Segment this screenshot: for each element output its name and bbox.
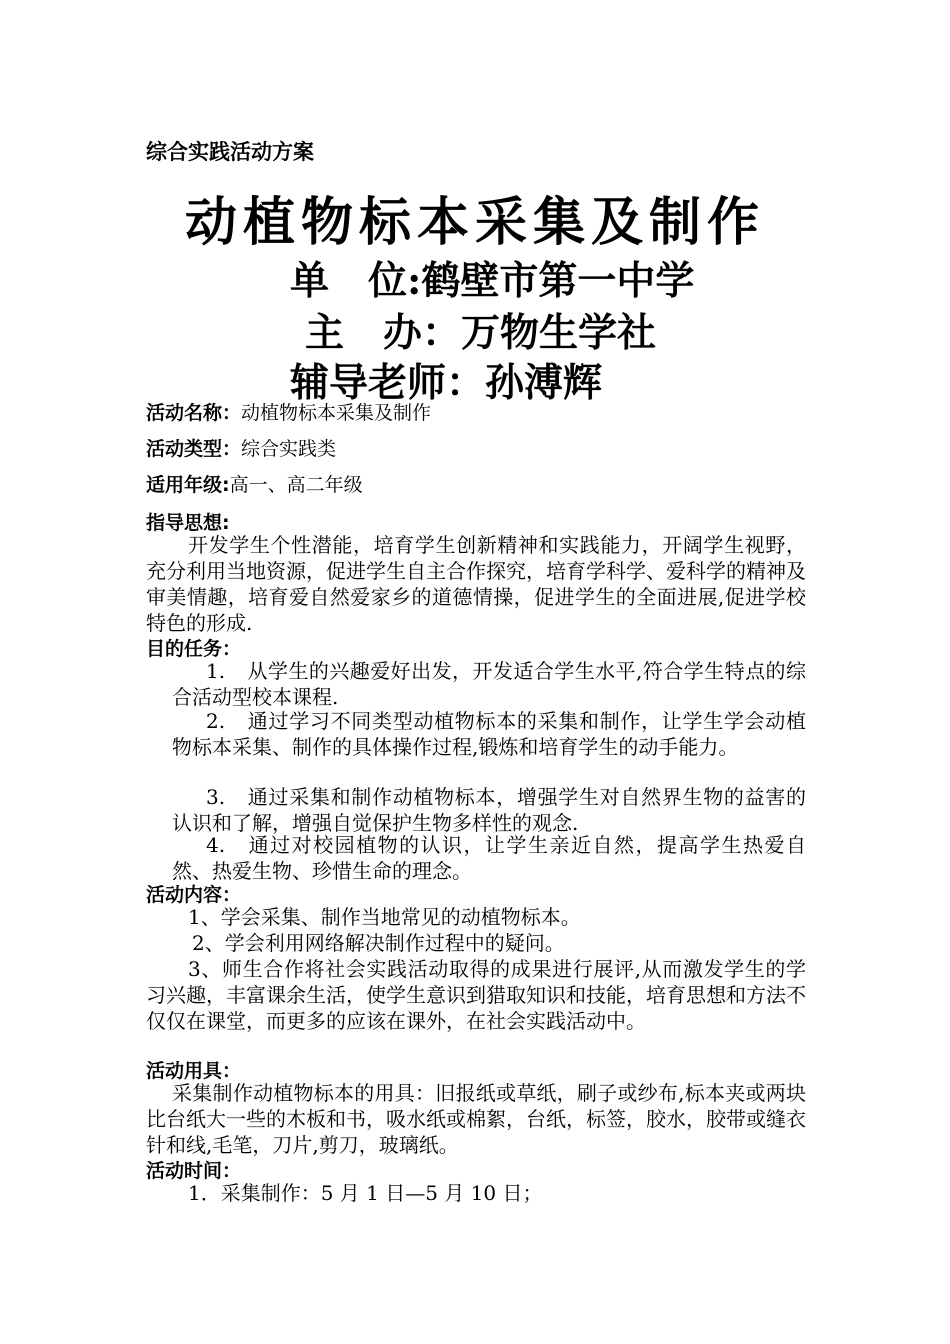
goal-item [172,708,806,760]
guiding-text: 开发学生个性潜能，培育学生创新精神和实践能力，开阔学生视野，充分利用当地资源，促进学生自主合作探究，培育学科学、爱科学的精神及审美情趣，培育爱自然爱家乡的道德情操，促进学生的全面进展,促进学校特色的形成. [146,533,806,635]
unit-line: 单 位:鹤壁市第一中学 [290,258,695,304]
advisor-line: 辅导老师：孙溥辉 [290,360,603,406]
activity-type-label: 活动类型： [146,438,242,460]
goal-text: 通过学习不同类型动植物标本的采集和制作，让学生学会动植物标本采集、制作的具体操作过程,锻炼和培育学生的动手能力。 [172,709,806,759]
activity-name-label: 活动名称： [146,402,242,424]
content-item: 2、学会利用网络解决制作过程中的疑问。 [192,931,565,955]
grade-label: 适用年级: [146,474,230,496]
goal-text: 通过采集和制作动植物标本，增强学生对自然界生物的益害的认识和了解，增强自觉保护生物多样性的观念. [172,785,806,835]
content-heading: 活动内容： [146,884,242,906]
content-item: 3、师生合作将社会实践活动取得的成果进行展评,从而激发学生的学习兴趣，丰富课余生活，使学生意识到猎取知识和技能，培育思想和方法不仅仅在课堂，而更多的应该在课外，在社会实践活动中。 [146,957,806,1033]
activity-name-value: 动植物标本采集及制作 [241,402,432,424]
tools-heading: 活动用具： [146,1060,242,1082]
time-item: 1．采集制作：5 月 1 日—5 月 10 日； [188,1181,543,1205]
activity-name-row [146,398,431,425]
goal-item [172,784,806,836]
time-heading: 活动时间： [146,1160,242,1182]
document-title: 动植物标本采集及制作 [184,192,765,253]
tools-text: 采集制作动植物标本的用具：旧报纸或草纸，刷子或纱布,标本夹或两块比台纸大一些的木板和书，吸水纸或棉絮，台纸，标签，胶水，胶带或缝衣针和线,毛笔，刀片,剪刀，玻璃纸。 [146,1081,806,1157]
goal-item [172,832,806,884]
goal-number: 4. [206,833,226,857]
document-type-label: 综合实践活动方案 [146,140,314,164]
grade-row [146,470,363,497]
host-line: 主 办：万物生学社 [305,310,657,356]
goals-heading: 目的任务： [146,638,242,660]
goal-number: 1. [206,659,226,683]
goal-item [172,658,806,710]
activity-type-row [146,434,336,461]
goal-number: 3. [206,785,226,809]
goal-text: 从学生的兴趣爱好出发，开发适合学生水平,符合学生特点的综合活动型校本课程. [172,659,806,709]
activity-type-value: 综合实践类 [241,438,337,460]
goal-text: 通过对校园植物的认识，让学生亲近自然，提高学生热爱自然、热爱生物、珍惜生命的理念。 [172,833,806,883]
guiding-heading: 指导思想: [146,512,230,534]
grade-value: 高一、高二年级 [229,474,363,496]
goal-number: 2. [206,709,226,733]
content-item: 1、学会采集、制作当地常见的动植物标本。 [188,905,581,929]
